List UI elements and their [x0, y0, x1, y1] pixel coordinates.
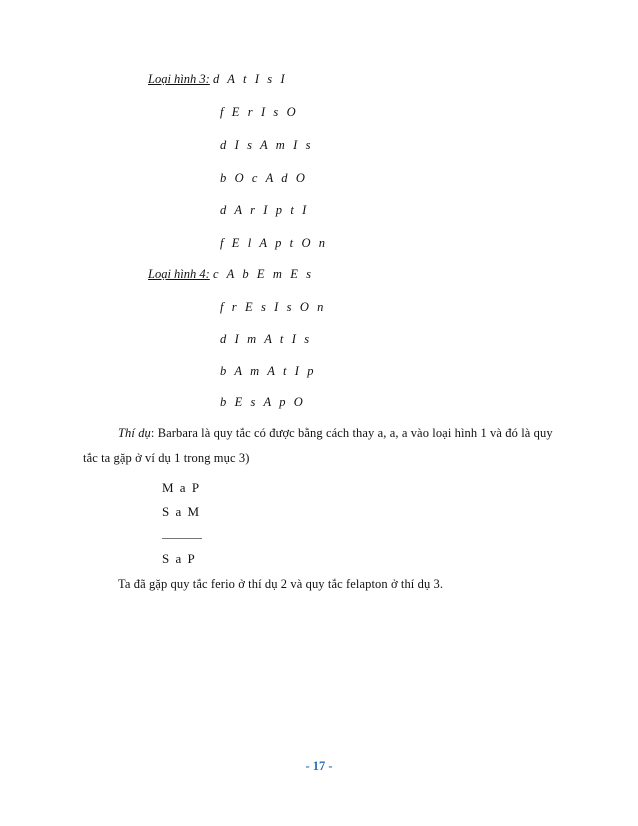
example-paragraph-line2: tắc ta gặp ở ví dụ 1 trong mục 3): [83, 451, 250, 465]
figure3-row: [148, 71, 287, 87]
figure4-label: Loại hình 4:: [148, 267, 210, 281]
example-text: : Barbara là quy tắc có được bằng cách thay a, a, a vào loại hình 1 và đó là quy: [150, 426, 553, 440]
page-number: - 17 -: [305, 759, 333, 773]
example-paragraph-line1: [118, 425, 553, 441]
example-label: Thí dụ: [118, 426, 151, 440]
figure3-mood-2: f E r I s O: [220, 105, 299, 119]
figure4-mood-5: b E s A p O: [220, 395, 306, 409]
figure3-mood-5: d A r I p t I: [220, 203, 309, 217]
figure4-mood-3: d I m A t I s: [220, 332, 312, 346]
figure3-mood-6: f E l A p t O n: [220, 236, 328, 250]
figure3-mood-1: d A t I s I: [212, 72, 288, 86]
figure4-row: [148, 266, 314, 282]
conclusion: S a P: [162, 551, 197, 566]
syllogism-rule: [162, 538, 202, 539]
figure4-mood-2: f r E s I s O n: [220, 300, 327, 314]
figure3-mood-4: b O c A d O: [220, 171, 308, 185]
closing-sentence: Ta đã gặp quy tắc ferio ở thí dụ 2 và quy tắc felapton ở thí dụ 3.: [118, 577, 444, 591]
figure3-mood-3: d I s A m I s: [220, 138, 314, 152]
premise-major: M a P: [162, 480, 201, 495]
figure4-mood-4: b A m A t I p: [220, 364, 317, 378]
figure3-label: Loại hình 3:: [148, 72, 210, 86]
premise-minor: S a M: [162, 504, 201, 519]
figure4-mood-1: c A b E m E s: [212, 267, 314, 281]
